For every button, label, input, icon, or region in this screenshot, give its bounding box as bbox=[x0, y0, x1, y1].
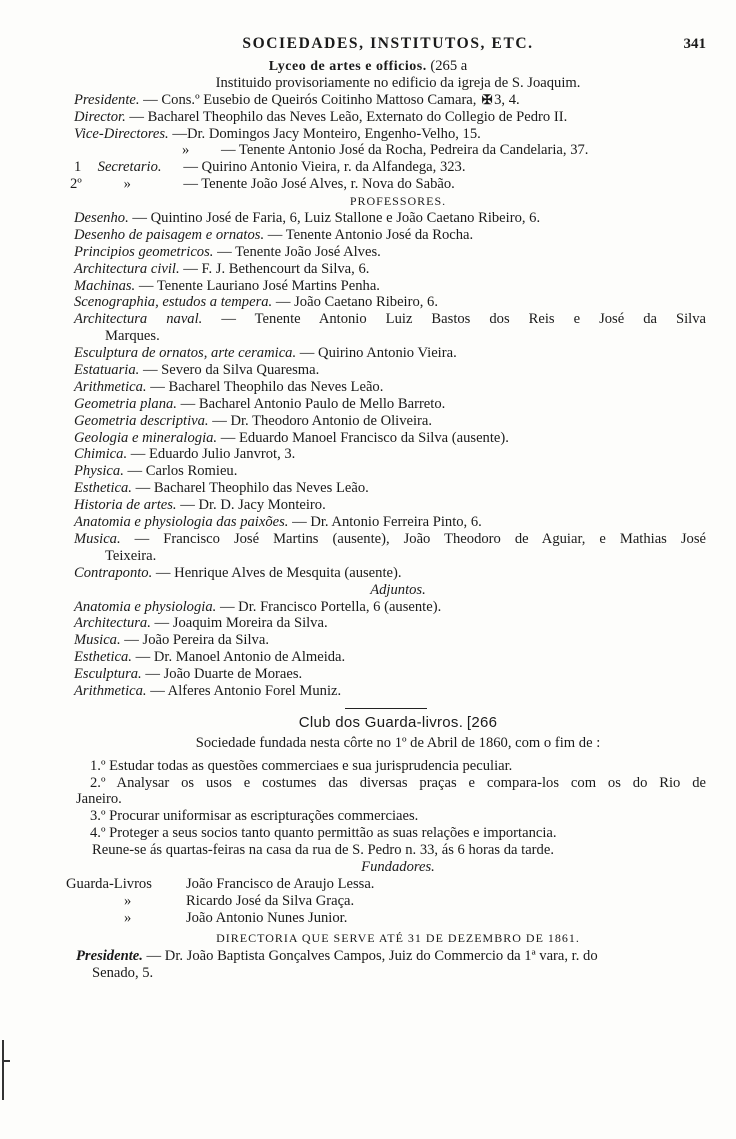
entry-subject: Machinas. bbox=[74, 277, 136, 294]
entry-line bbox=[0, 345, 736, 362]
page-title: SOCIEDADES, INSTITUTOS, ETC. bbox=[242, 35, 534, 52]
entry-line bbox=[0, 396, 736, 413]
entry-text: — Eduardo Julio Janvrot, 3. bbox=[130, 446, 296, 463]
entry-line bbox=[0, 632, 736, 649]
entry-text: — Dr. Theodoro Antonio de Oliveira. bbox=[212, 412, 433, 429]
entry-line bbox=[0, 446, 736, 463]
entry-text: — Dr. Manoel Antonio de Almeida. bbox=[135, 649, 346, 666]
entry-text: — Henrique Alves de Mesquita (ausente). bbox=[155, 564, 402, 581]
entry-line bbox=[0, 413, 736, 430]
entry-text: — Alferes Antonio Forel Muniz. bbox=[150, 682, 342, 699]
entry-subject: Esthetica. bbox=[74, 480, 132, 497]
entry-line bbox=[0, 565, 736, 582]
section-title-club: Club dos Guarda-livros. [266 bbox=[298, 714, 498, 731]
entry-subject: Esthetica. bbox=[74, 649, 132, 666]
entry-text: — Dr. Antonio Ferreira Pinto, 6. bbox=[292, 514, 482, 531]
officer-line: 1 Secretario. — Quirino Antonio Vieira, r. da Alfandega, 323. bbox=[74, 159, 466, 176]
entry-line bbox=[0, 430, 736, 447]
entry-subject: Geometria descriptiva. bbox=[74, 412, 209, 429]
fundador-line: » João Antonio Nunes Junior. bbox=[124, 909, 348, 926]
page-number: 341 bbox=[683, 36, 706, 52]
entry-subject: Chimica. bbox=[74, 446, 128, 463]
entry-subject: Desenho de paisagem e ornatos. bbox=[74, 226, 265, 243]
entry-text: — Quintino José de Faria, 6, Luiz Stallone e João Caetano Ribeiro, 6. bbox=[132, 210, 541, 227]
entry-line bbox=[0, 683, 736, 700]
entry-text: — João Caetano Ribeiro, 6. bbox=[275, 294, 438, 311]
entry-subject: Arithmetica. bbox=[74, 682, 147, 699]
club-intro: Sociedade fundada nesta côrte no 1º de Abril de 1860, com o fim de : bbox=[195, 734, 601, 751]
entry-line bbox=[0, 210, 736, 227]
section-divider bbox=[345, 708, 427, 709]
entry-continuation: Marques. bbox=[105, 328, 160, 345]
entry-subject: Musica. bbox=[74, 632, 121, 649]
entry-line bbox=[0, 649, 736, 666]
margin-mark bbox=[4, 1060, 10, 1062]
entry-subject: Desenho. bbox=[74, 210, 129, 227]
entry-line bbox=[0, 294, 736, 311]
entry-line bbox=[0, 244, 736, 261]
entry-continuation: Teixeira. bbox=[105, 547, 157, 564]
entry-subject: Estatuaria. bbox=[74, 362, 140, 379]
entry-text: — Severo da Silva Quaresma. bbox=[142, 362, 320, 379]
aim-item: 1.º Estudar todas as questões commerciaes e sua jurisprudencia peculiar. bbox=[90, 757, 513, 774]
officer-line: Presidente. — Cons.º Eusebio de Queirós Coitinho Mattoso Camara, ✠ 3, 4. bbox=[74, 91, 520, 108]
entry-line bbox=[0, 362, 736, 379]
entry-text: — Eduardo Manoel Francisco da Silva (ausente). bbox=[220, 429, 509, 446]
entry-line bbox=[0, 599, 736, 616]
page bbox=[0, 36, 736, 982]
entry-line bbox=[0, 379, 736, 396]
fundador-line: » Ricardo José da Silva Graça. bbox=[124, 892, 355, 909]
fundador-line: Guarda-Livros João Francisco de Araujo Lessa. bbox=[66, 875, 375, 892]
cross-icon: ✠ bbox=[481, 91, 493, 107]
margin-mark bbox=[2, 1040, 4, 1100]
entry-subject: Architectura civil. bbox=[74, 260, 180, 277]
aim-item: 4.º Proteger a seus socios tanto quanto permittão as suas relações e importancia. bbox=[90, 825, 557, 842]
entry-text: — Dr. D. Jacy Monteiro. bbox=[180, 497, 326, 514]
entry-text: — Quirino Antonio Vieira. bbox=[299, 345, 457, 362]
entry-subject: Historia de artes. bbox=[74, 497, 177, 514]
entry-subject: Esculptura de ornatos, arte ceramica. bbox=[74, 345, 297, 362]
entry-line bbox=[0, 261, 736, 278]
officer-line: » — Tenente Antonio José da Rocha, Pedreira da Candelaria, 37. bbox=[182, 142, 589, 159]
entry-line bbox=[0, 497, 736, 514]
entry-text: — Dr. Francisco Portella, 6 (ausente). bbox=[219, 598, 442, 615]
entry-text: — Joaquim Moreira da Silva. bbox=[154, 615, 328, 632]
entry-line bbox=[0, 311, 736, 328]
entry-subject: Geologia e mineralogia. bbox=[74, 429, 218, 446]
officer-line: Vice-Directores. —Dr. Domingos Jacy Monteiro, Engenho-Velho, 15. bbox=[74, 125, 481, 142]
entry-subject: Anatomia e physiologia. bbox=[74, 598, 217, 615]
directoria-heading: DIRECTORIA QUE SERVE ATÉ 31 DE DEZEMBRO DE 1861. bbox=[216, 930, 580, 945]
entry-subject: Architectura naval. bbox=[74, 311, 203, 328]
entry-text: — Tenente João José Alves. bbox=[217, 243, 381, 260]
aim-item: 2.º Analysar os usos e costumes das diversas praças e compara-los com os do Rio de bbox=[90, 774, 706, 791]
entry-line bbox=[0, 514, 736, 531]
entry-line bbox=[0, 615, 736, 632]
entry-subject: Contraponto. bbox=[74, 564, 153, 581]
officer-line: Director. — Bacharel Theophilo das Neves Leão, Externato do Collegio de Pedro II. bbox=[74, 108, 568, 125]
entry-text: — João Duarte de Moraes. bbox=[145, 666, 303, 683]
fundadores-heading: Fundadores. bbox=[361, 858, 435, 875]
entry-subject: Musica. bbox=[74, 530, 121, 547]
page-header bbox=[0, 36, 736, 58]
entry-text: — F. J. Bethencourt da Silva, 6. bbox=[183, 260, 370, 277]
entry-text: — Bacharel Theophilo das Neves Leão. bbox=[150, 378, 384, 395]
officer-line: 2º » — Tenente João José Alves, r. Nova do Sabão. bbox=[70, 176, 455, 193]
entry-text: — João Pereira da Silva. bbox=[124, 632, 269, 649]
presidente-cont: Senado, 5. bbox=[92, 965, 154, 982]
entry-text: — Francisco José Martins (ausente), João Theodoro de Aguiar, e Mathias José bbox=[134, 530, 706, 547]
entry-subject: Scenographia, estudos a tempera. bbox=[74, 294, 273, 311]
adjuntos-list bbox=[0, 599, 736, 700]
entry-line bbox=[0, 227, 736, 244]
entry-text: — Carlos Romieu. bbox=[127, 463, 238, 480]
section-subtitle: Instituido provisoriamente no edificio da igreja de S. Joaquim. bbox=[215, 74, 581, 91]
entry-subject: Anatomia e physiologia das paixões. bbox=[74, 514, 289, 531]
entry-line bbox=[0, 666, 736, 683]
entry-line bbox=[0, 531, 736, 548]
entry-subject: Principios geometricos. bbox=[74, 243, 214, 260]
club-meeting: Reune-se ás quartas-feiras na casa da rua de S. Pedro n. 33, ás 6 horas da tarde. bbox=[92, 842, 554, 859]
entry-subject: Physica. bbox=[74, 463, 124, 480]
aim-item-cont: Janeiro. bbox=[76, 791, 122, 808]
entry-line bbox=[0, 278, 736, 295]
entry-text: — Bacharel Theophilo das Neves Leão. bbox=[135, 480, 369, 497]
entry-text: — Tenente Antonio Luiz Bastos dos Reis e José da Silva bbox=[221, 311, 706, 328]
entry-text: — Tenente Antonio José da Rocha. bbox=[267, 226, 474, 243]
presidente-line: Presidente. — Dr. João Baptista Gonçalves Campos, Juiz do Commercio da 1ª vara, r. do bbox=[76, 948, 598, 965]
professores-list bbox=[0, 210, 736, 582]
adjuntos-heading: Adjuntos. bbox=[370, 581, 426, 598]
entry-text: — Tenente Lauriano José Martins Penha. bbox=[138, 277, 380, 294]
entry-line bbox=[0, 463, 736, 480]
entry-subject: Esculptura. bbox=[74, 666, 142, 683]
aim-item: 3.º Procurar uniformisar as escripturações commerciaes. bbox=[90, 808, 419, 825]
entry-text: — Bacharel Antonio Paulo de Mello Barreto. bbox=[180, 395, 446, 412]
entry-subject: Geometria plana. bbox=[74, 395, 177, 412]
section-title-lyceo: Lyceo de artes e officios. (265 a bbox=[268, 58, 468, 74]
entry-subject: Architectura. bbox=[74, 615, 151, 632]
entry-line bbox=[0, 480, 736, 497]
entry-subject: Arithmetica. bbox=[74, 378, 147, 395]
professores-heading: PROFESSORES. bbox=[349, 194, 447, 209]
